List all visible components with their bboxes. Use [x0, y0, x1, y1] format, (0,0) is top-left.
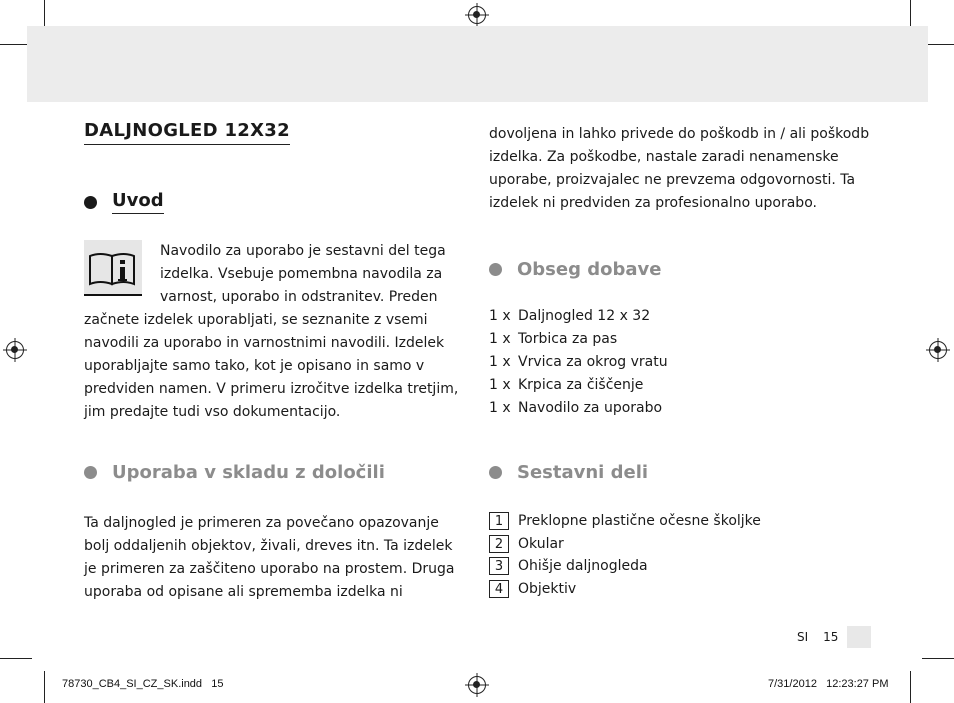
date-slug: 7/31/2012 12:23:27 PM [768, 678, 889, 690]
bullet-icon [84, 196, 97, 209]
section-heading-obseg [489, 259, 661, 280]
delivery-list [489, 305, 668, 420]
registration-mark-icon [468, 676, 486, 694]
page-number: 15 [823, 630, 839, 644]
part-name: Okular [518, 535, 564, 552]
section-heading-uvod [84, 190, 164, 214]
list-item [489, 328, 668, 351]
registration-mark-icon [468, 6, 486, 24]
item-name: Navodilo za uporabo [518, 400, 663, 416]
registration-mark-icon [929, 341, 947, 359]
list-item [489, 397, 668, 420]
info-manual-icon [84, 240, 142, 296]
bullet-icon [84, 466, 97, 479]
page-tab [847, 626, 871, 648]
registration-mark-icon [6, 341, 24, 359]
part-name: Ohišje daljnogleda [518, 558, 648, 575]
crop-mark [0, 658, 32, 659]
heading-text: Uporaba v skladu z določili [112, 462, 385, 483]
header-band [27, 26, 928, 102]
part-number: 2 [489, 535, 509, 553]
list-item [489, 578, 761, 601]
part-number: 3 [489, 557, 509, 575]
bullet-icon [489, 263, 502, 276]
item-qty: 1 x [489, 308, 511, 324]
intro-block [84, 240, 464, 424]
part-number: 4 [489, 580, 509, 598]
section-heading-sestavni [489, 462, 648, 483]
item-name: Krpica za čiščenje [518, 377, 644, 393]
item-qty: 1 x [489, 331, 511, 347]
part-number: 1 [489, 512, 509, 530]
list-item [489, 510, 761, 533]
intro-text: Navodilo za uporabo je sestavni del tega izdelka. Vsebuje pomembna navodila za varnost, uporabo in odstranitev. Preden začnete izdelek uporabljati, se seznanite z vsemi navodili za uporabo in varnostnimi navodili. Izdelek uporabljajte samo tako, kot je opisano in samo v predviden namen. V primeru izročitve izdelka tretjim, jim predajte tudi vso dokumentacijo. [84, 243, 459, 420]
crop-mark [910, 671, 911, 703]
section-heading-uporaba [84, 462, 385, 483]
uporaba-text: Ta daljnogled je primeren za povečano opazovanje bolj oddaljenih objektov, živali, dreves itn. Ta izdelek je primeren za zaščiteno uporabo na prostem. Druga uporaba od opisane ali sprememba izdelka ni [84, 515, 455, 600]
item-qty: 1 x [489, 400, 511, 416]
item-qty: 1 x [489, 377, 511, 393]
heading-text: Uvod [112, 190, 164, 214]
heading-text: Obseg dobave [517, 259, 662, 280]
heading-text: Sestavni deli [517, 462, 649, 483]
uporaba-text-continued: dovoljena in lahko privede do poškodb in / ali poškodb izdelka. Za poškodbe, nastale zaradi nenamenske uporabe, proizvajalec ne prevzema odgovornosti. Ta izdelek ni predviden za profesionalno uporabo. [489, 126, 870, 211]
item-name: Torbica za pas [518, 331, 618, 347]
list-item [489, 533, 761, 556]
list-item [489, 555, 761, 578]
part-name: Preklopne plastične očesne školjke [518, 513, 761, 530]
bullet-icon [489, 466, 502, 479]
item-name: Daljnogled 12 x 32 [518, 308, 651, 324]
list-item [489, 374, 668, 397]
left-column [84, 120, 464, 600]
item-name: Vrvica za okrog vratu [518, 354, 668, 370]
part-name: Objektiv [518, 580, 577, 597]
page-title: DALJNOGLED 12X32 [84, 120, 290, 145]
list-item [489, 305, 668, 328]
parts-list [489, 510, 761, 600]
language-code: SI [797, 630, 809, 644]
page-footer [797, 626, 871, 648]
item-qty: 1 x [489, 354, 511, 370]
crop-mark [922, 658, 954, 659]
crop-mark [44, 671, 45, 703]
list-item [489, 351, 668, 374]
file-slug: 78730_CB4_SI_CZ_SK.indd 15 [62, 678, 224, 690]
